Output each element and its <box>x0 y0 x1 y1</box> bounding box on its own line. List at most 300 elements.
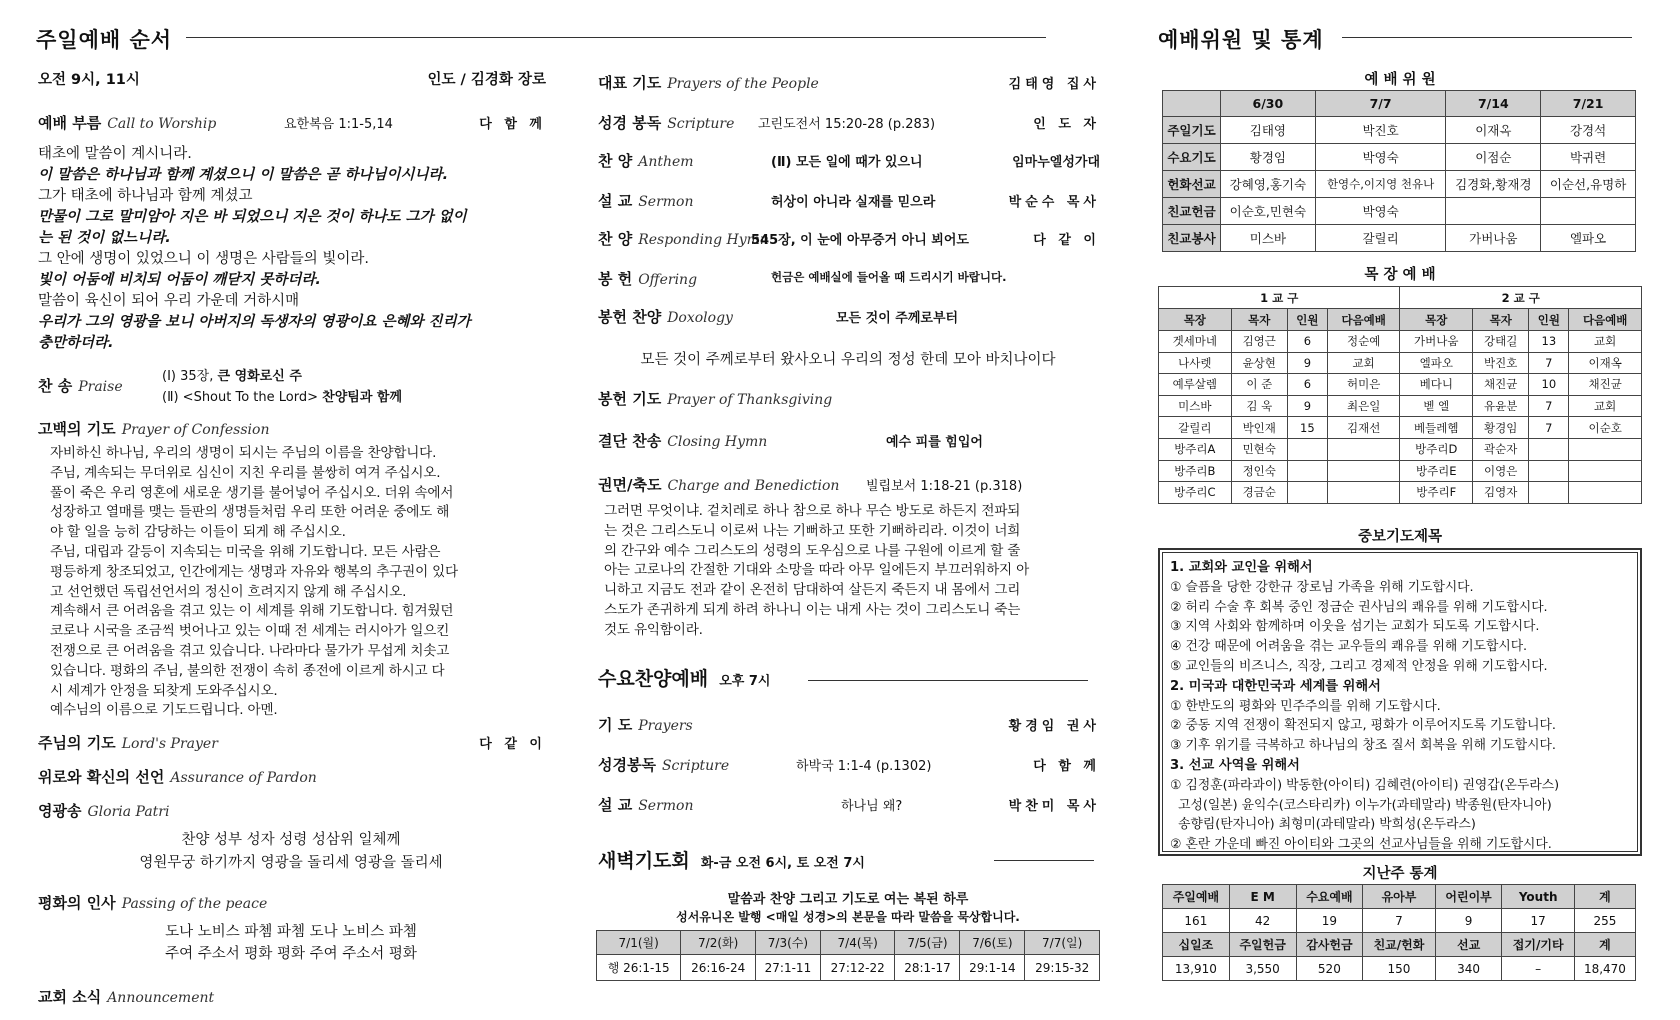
dawn-prayer-heading <box>598 846 865 873</box>
mokjang-cell: 황경임 <box>1473 417 1529 439</box>
mokjang-cell <box>1287 482 1327 504</box>
dawn-time: 화-금 오전 6시, 토 오전 7시 <box>700 856 865 871</box>
committee-role: 친교봉사 <box>1163 225 1221 252</box>
dawn-passage: 29:15-32 <box>1025 955 1100 981</box>
call-who: 다 함 께 <box>479 117 546 132</box>
mokjang-cell: 김재선 <box>1327 417 1400 439</box>
worship-item-detail: (Ⅱ) 모든 일에 때가 있으니 <box>771 155 923 170</box>
worship-item-heading <box>598 268 697 289</box>
doxology-text: 모든 것이 주께로부터 왔사오니 우리의 정성 한데 모아 바치나이다 <box>640 352 1056 368</box>
wednesday-item-person: 박찬미 목사 <box>1008 799 1100 814</box>
committee-and-stats-column <box>1150 0 1650 1020</box>
committee-role: 친교헌금 <box>1163 198 1221 225</box>
confession-prayer-text <box>50 444 550 721</box>
wednesday-item-heading <box>598 714 693 735</box>
committee-row <box>1163 171 1636 198</box>
worship-item-detail: 545장, 이 눈에 아무증거 아니 뵈어도 <box>751 233 969 248</box>
prayer-section-heading: 1. 교회와 교인을 위해서 <box>1170 560 1313 575</box>
stats-value: 150 <box>1363 957 1435 981</box>
mokjang-cell <box>1327 438 1400 460</box>
stats-value: 520 <box>1296 957 1363 981</box>
praise-number: (Ⅰ) 35장, <box>162 369 218 384</box>
dawn-passage: 26:16-24 <box>681 955 756 981</box>
mokjang-cell: 벧 엘 <box>1400 395 1473 417</box>
item-en: Prayers <box>638 718 693 734</box>
stats-value: 3,550 <box>1229 957 1296 981</box>
item-en: Closing Hymn <box>667 434 768 450</box>
mokjang-cell: 7 <box>1529 395 1569 417</box>
mokjang-row <box>1159 417 1642 439</box>
confession-line: 코로나 시국을 조금씩 벗어나고 있는 이때 전 세계는 러시아가 일으킨 <box>50 623 450 640</box>
worship-item-detail: 허상이 아니라 실재를 믿으라 <box>771 195 936 210</box>
gloria-line-2: 영원무궁 하기까지 영광을 돌리세 영광을 돌리세 <box>139 855 443 871</box>
committee-member: 갈릴리 <box>1315 225 1446 252</box>
prayer-section-heading: 3. 선교 사역을 위해서 <box>1170 757 1300 773</box>
item-en: Gloria Patri <box>87 804 170 820</box>
dawn-date: 7/2(화) <box>681 931 756 955</box>
mokjang-cell: 7 <box>1529 352 1569 374</box>
benediction-line: 니하고 지금도 전과 같이 온전히 담대하여 살든지 죽든지 내 몸에서 그리 <box>604 582 1021 599</box>
item-en: Scripture <box>661 758 730 774</box>
committee-date: 7/7 <box>1315 91 1446 117</box>
confession-line: 평등하게 창조되었고, 인간에게는 생명과 자유와 행복의 추구권이 있다 <box>50 563 458 580</box>
stats-label: 감사헌금 <box>1296 933 1363 957</box>
dawn-date: 7/3(수) <box>755 931 820 955</box>
item-ko: 결단 찬송 <box>598 432 662 450</box>
reading-line: 그 안에 생명이 있었으니 이 생명은 사람들의 빛이라. <box>38 251 370 267</box>
committee-member: 김태영 <box>1221 117 1316 144</box>
worship-item-heading <box>598 150 694 171</box>
district-2: 2 교 구 <box>1400 287 1642 309</box>
benediction-ref: 빌립보서 1:18-21 (p.318) <box>866 479 1023 494</box>
committee-member: 박귀련 <box>1541 144 1636 171</box>
benediction-heading <box>598 474 839 495</box>
mokjang-title: 목 장 예 배 <box>1364 267 1436 283</box>
committee-member: 황경임 <box>1221 144 1316 171</box>
mokjang-cell: 김영근 <box>1231 331 1287 353</box>
worship-item-heading <box>598 228 769 249</box>
praise-number: (Ⅱ) <Shout To the Lord> <box>162 390 323 405</box>
order-of-worship-column-2 <box>596 0 1100 1020</box>
praise-title: 찬양팀과 함께 <box>322 390 403 405</box>
mokjang-cell: 정인숙 <box>1231 460 1287 482</box>
mokjang-cell: 채진균 <box>1569 374 1642 396</box>
mokjang-header-row <box>1159 309 1642 331</box>
mokjang-row <box>1159 460 1642 482</box>
reading-line: 태초에 말씀이 계시니라. <box>38 146 192 162</box>
benediction-line: 의 간구와 예수 그리스도의 성령의 도우심으로 나를 구원에 이르게 할 줄 <box>604 542 1021 559</box>
peace-heading <box>38 892 267 913</box>
stats-label: E M <box>1229 885 1296 909</box>
item-en: Passing of the peace <box>121 896 268 912</box>
mokjang-cell: 방주리E <box>1400 460 1473 482</box>
worship-item-heading <box>598 306 733 327</box>
committee-member: 김경화,황재경 <box>1446 171 1541 198</box>
order-of-worship-column <box>36 0 546 1020</box>
stats-value: 17 <box>1502 909 1574 933</box>
praise-heading <box>38 375 123 396</box>
mokjang-cell: 7 <box>1529 417 1569 439</box>
reading-line: 그가 태초에 하나님과 함께 계셨고 <box>38 188 253 204</box>
wednesday-item-heading <box>598 794 694 815</box>
stats-value: 13,910 <box>1163 957 1230 981</box>
stats-value: 42 <box>1229 909 1296 933</box>
mokjang-row <box>1159 438 1642 460</box>
mokjang-col-header: 목장 <box>1159 309 1232 331</box>
dawn-passage: 29:1-14 <box>960 955 1025 981</box>
item-ko: 봉헌 기도 <box>598 390 662 408</box>
service-leader: 인도 / 김경화 장로 <box>427 72 546 88</box>
prayer-item: ③ 기후 위기를 극복하고 하나님의 창조 질서 회복을 위해 기도합시다. <box>1170 738 1556 754</box>
dawn-line-2: 성서유니온 발행 <매일 성경>의 본문을 따라 말씀을 묵상합니다. <box>676 910 1020 924</box>
item-ko: 찬 송 <box>38 377 73 395</box>
wednesday-title: 수요찬양예배 <box>598 668 709 690</box>
item-ko: 봉헌 찬양 <box>598 308 662 326</box>
committee-member: 박진호 <box>1315 117 1446 144</box>
stats-value: – <box>1502 957 1574 981</box>
item-en: Doxology <box>667 310 733 326</box>
call-to-worship-heading <box>38 112 216 133</box>
dawn-rule <box>994 860 1094 861</box>
mokjang-cell: 엘파오 <box>1400 352 1473 374</box>
mokjang-cell: 9 <box>1287 395 1327 417</box>
prayer-title: 중보기도제목 <box>1357 529 1443 545</box>
committee-member: 강경석 <box>1541 117 1636 144</box>
mokjang-col-header: 인원 <box>1287 309 1327 331</box>
closing-hymn-heading <box>598 430 767 451</box>
wednesday-time: 오후 7시 <box>719 674 771 689</box>
dawn-title: 새벽기도회 <box>598 850 690 872</box>
benediction-text <box>604 502 1100 641</box>
confession-heading <box>38 418 269 439</box>
stats-label: 어린이부 <box>1435 885 1502 909</box>
item-en: Prayer of Thanksgiving <box>667 392 833 408</box>
item-ko: 영광송 <box>38 802 82 820</box>
committee-member: 박영숙 <box>1315 198 1446 225</box>
mokjang-row <box>1159 395 1642 417</box>
stats-title: 지난주 통계 <box>1362 866 1438 882</box>
benediction-line: 아는 고로나의 간절한 기대와 소망을 따라 아무 일에든지 부끄러워하지 아 <box>604 562 1030 579</box>
wednesday-item-person: 황경임 권사 <box>1008 719 1100 734</box>
prayer-item: ④ 건강 때문에 어려움을 겪는 교우들의 쾌유를 위해 기도합시다. <box>1170 639 1528 655</box>
worship-item-person: 인 도 자 <box>1033 117 1100 132</box>
mokjang-cell: 방주리F <box>1400 482 1473 504</box>
mokjang-cell <box>1569 482 1642 504</box>
stats-label: 접기/기타 <box>1502 933 1574 957</box>
item-en: Scripture <box>667 116 735 132</box>
mokjang-cell: 최은일 <box>1327 395 1400 417</box>
reading-line: 말씀이 육신이 되어 우리 가운데 거하시매 <box>38 293 300 309</box>
mokjang-cell: 김영자 <box>1473 482 1529 504</box>
dawn-date: 7/5(금) <box>895 931 960 955</box>
dawn-line-1: 말씀과 찬양 그리고 기도로 여는 복된 하루 <box>727 892 969 907</box>
prayer-item: 고성(일본) 윤익수(코스타리카) 이누가(과테말라) 박종원(탄자니아) <box>1170 797 1552 813</box>
committee-table <box>1162 90 1636 252</box>
mokjang-cell <box>1529 438 1569 460</box>
item-en: Sermon <box>638 798 694 814</box>
stats-value: 161 <box>1163 909 1230 933</box>
mokjang-cell: 강태길 <box>1473 331 1529 353</box>
mokjang-cell: 박진호 <box>1473 352 1529 374</box>
stats-value: 18,470 <box>1574 957 1635 981</box>
item-ko: 기 도 <box>598 716 633 734</box>
prayer-item: ② 허리 수술 후 회복 중인 정금순 권사님의 쾌유를 위해 기도합시다. <box>1170 599 1548 615</box>
item-ko: 대표 기도 <box>598 74 662 92</box>
stats-label: Youth <box>1502 885 1574 909</box>
prayer-section-heading: 2. 미국과 대한민국과 세계를 위해서 <box>1170 678 1381 694</box>
item-ko: 주님의 기도 <box>38 734 116 752</box>
confession-line: 자비하신 하나님, 우리의 생명이 되시는 주님의 이름을 찬양합니다. <box>50 445 437 461</box>
service-time: 오전 9시, 11시 <box>38 72 140 88</box>
mokjang-cell: 윤상현 <box>1231 352 1287 374</box>
item-en: Praise <box>78 379 123 395</box>
benediction-line: 스도가 존귀하게 되게 하려 하나니 이는 내게 사는 것이 그리스도니 죽는 <box>604 601 1021 618</box>
prayer-item: 송향림(탄자니아) 최형미(과테말라) 박희성(온두라스) <box>1170 817 1476 833</box>
mokjang-cell: 이순호 <box>1569 417 1642 439</box>
wednesday-item-detail: 하박국 1:1-4 (p.1302) <box>796 759 932 774</box>
reading-line: 빛이 어둠에 비치되 어둠이 깨닫지 못하더라. <box>38 272 321 288</box>
mokjang-col-header: 목자 <box>1231 309 1287 331</box>
committee-row <box>1163 144 1636 171</box>
mokjang-cell: 미스바 <box>1159 395 1232 417</box>
committee-member: 이점순 <box>1446 144 1541 171</box>
mokjang-cell: 예루살렘 <box>1159 374 1232 396</box>
stats-label: 선교 <box>1435 933 1502 957</box>
prayer-item: ① 슬픔을 당한 강한규 장로님 가족을 위해 기도합시다. <box>1170 579 1474 595</box>
stats-header-row <box>1163 933 1636 957</box>
mokjang-cell <box>1287 460 1327 482</box>
item-ko: 교회 소식 <box>38 988 102 1006</box>
item-en: Assurance of Pardon <box>170 770 317 786</box>
stats-value-row <box>1163 909 1636 933</box>
wednesday-item-heading <box>598 754 729 775</box>
confession-line: 전쟁으로 큰 어려움을 겪고 있습니다. 나라마다 물가가 무섭게 치솟고 <box>50 642 450 659</box>
title-rule <box>1342 37 1632 38</box>
mokjang-table <box>1158 286 1642 504</box>
stats-value: 255 <box>1574 909 1635 933</box>
mokjang-cell: 갈릴리 <box>1159 417 1232 439</box>
committee-member: 한영수,이지영 천유나 <box>1315 171 1446 198</box>
item-en: Call to Worship <box>107 116 217 132</box>
wednesday-service-heading <box>598 664 770 691</box>
wednesday-item-person: 다 함 께 <box>1033 759 1100 774</box>
item-ko: 찬 양 <box>598 230 633 248</box>
praise-title: 큰 영화로신 주 <box>217 369 302 384</box>
mokjang-cell: 민현숙 <box>1231 438 1287 460</box>
committee-row <box>1163 225 1636 252</box>
committee-date: 7/14 <box>1446 91 1541 117</box>
section-title: 예배위원 및 통계 <box>1158 28 1324 52</box>
item-ko: 고백의 기도 <box>38 420 116 438</box>
prayer-item: ② 혼란 가운데 빠진 아이티와 그곳의 선교사님들을 위해 기도합시다. <box>1170 837 1552 853</box>
announcement-heading <box>38 986 214 1007</box>
stats-value: 340 <box>1435 957 1502 981</box>
committee-date: 6/30 <box>1221 91 1316 117</box>
worship-item-heading <box>598 112 734 133</box>
stats-label: 주일헌금 <box>1229 933 1296 957</box>
committee-role: 주일기도 <box>1163 117 1221 144</box>
assurance-heading <box>38 766 317 787</box>
item-ko: 권면/축도 <box>598 476 662 494</box>
closing-hymn-title: 예수 피를 힘입어 <box>886 435 983 450</box>
lords-prayer-heading <box>38 732 218 753</box>
mokjang-col-header: 목장 <box>1400 309 1473 331</box>
mokjang-row <box>1159 331 1642 353</box>
mokjang-cell: 나사렛 <box>1159 352 1232 374</box>
prayer-item: ① 한반도의 평화와 민주주의를 위해 기도합시다. <box>1170 698 1441 714</box>
mokjang-cell: 방주리B <box>1159 460 1232 482</box>
reading-line: 는 된 것이 없느니라. <box>38 230 171 246</box>
stats-value-row <box>1163 957 1636 981</box>
prayer-item: ② 중동 지역 전쟁이 확전되지 않고, 평화가 이루어지도록 기도합니다. <box>1170 718 1556 734</box>
mokjang-col-header: 다음예배 <box>1569 309 1642 331</box>
mokjang-cell: 6 <box>1287 331 1327 353</box>
mokjang-cell <box>1327 460 1400 482</box>
committee-date: 7/21 <box>1541 91 1636 117</box>
mokjang-cell: 가버나움 <box>1400 331 1473 353</box>
mokjang-cell: 정순예 <box>1327 331 1400 353</box>
benediction-line: 것도 유익함이라. <box>604 621 703 638</box>
mokjang-cell <box>1287 438 1327 460</box>
worship-item-person: 임마누엘성가대 <box>1012 155 1100 170</box>
item-en: Prayer of Confession <box>121 422 270 438</box>
committee-member: 강혜영,홍기숙 <box>1221 171 1316 198</box>
worship-item-detail: 헌금은 예배실에 들어올 때 드리시기 바랍니다. <box>771 270 1007 284</box>
committee-member: 이순선,유명하 <box>1541 171 1636 198</box>
wednesday-item-detail: 하나님 왜? <box>841 799 903 814</box>
mokjang-cell: 방주리D <box>1400 438 1473 460</box>
mokjang-cell <box>1327 482 1400 504</box>
mokjang-cell: 박인재 <box>1231 417 1287 439</box>
mokjang-cell <box>1529 482 1569 504</box>
confession-line: 성장하고 열매를 맺는 들판의 생명들처럼 우리 또한 어려운 중에도 해 <box>50 504 450 521</box>
dawn-header-row <box>597 931 1100 955</box>
mokjang-cell: 이 준 <box>1231 374 1287 396</box>
prayer-item: ③ 지역 사회와 함께하며 이웃을 섬기는 교회가 되도록 기도합시다. <box>1170 619 1540 635</box>
stats-value: 9 <box>1435 909 1502 933</box>
item-en: Prayers of the People <box>667 76 819 92</box>
mokjang-col-header: 목자 <box>1473 309 1529 331</box>
worship-item-detail: 고린도전서 15:20-28 (p.283) <box>758 117 936 132</box>
mokjang-cell: 교회 <box>1569 331 1642 353</box>
worship-item-heading <box>598 72 819 93</box>
district-row <box>1159 287 1642 309</box>
dawn-passage: 행 26:1-15 <box>597 955 681 981</box>
worship-item-person: 박순수 목사 <box>1008 195 1100 210</box>
committee-member: 이순호,민현숙 <box>1221 198 1316 225</box>
confession-line: 주님, 계속되는 무더위로 심신이 지친 우리를 불쌍히 여겨 주십시오. <box>50 464 441 481</box>
committee-member <box>1446 198 1541 225</box>
committee-member: 가버나움 <box>1446 225 1541 252</box>
call-responsive-reading <box>38 144 548 354</box>
peace-line-1: 도나 노비스 파쳄 파쳄 도나 노비스 파쳄 <box>165 924 417 940</box>
section-title: 주일예배 순서 <box>36 28 173 52</box>
dawn-passage: 27:1-11 <box>755 955 820 981</box>
committee-member: 엘파오 <box>1541 225 1636 252</box>
stats-label: 계 <box>1574 933 1635 957</box>
mokjang-cell: 10 <box>1529 374 1569 396</box>
committee-header-row <box>1163 91 1636 117</box>
confession-line: 예수님의 이름으로 기도드립니다. 아멘. <box>50 702 278 719</box>
committee-role: 수요기도 <box>1163 144 1221 171</box>
dawn-passage: 27:12-22 <box>820 955 895 981</box>
mokjang-cell: 채진균 <box>1473 374 1529 396</box>
mokjang-cell: 베들레헴 <box>1400 417 1473 439</box>
mokjang-cell: 겟세마네 <box>1159 331 1232 353</box>
peace-line-2: 주여 주소서 평화 평화 주여 주소서 평화 <box>165 946 417 962</box>
mokjang-cell: 9 <box>1287 352 1327 374</box>
committee-member <box>1541 198 1636 225</box>
item-en: Sermon <box>638 194 694 210</box>
dawn-reading-table <box>596 930 1100 981</box>
mokjang-cell: 방주리A <box>1159 438 1232 460</box>
confession-line: 풀이 죽은 우리 영혼에 새로운 생기를 불어넣어 주십시오. 더위 속에서 <box>50 484 454 501</box>
mokjang-cell: 6 <box>1287 374 1327 396</box>
committee-row <box>1163 117 1636 144</box>
worship-item-detail: 모든 것이 주께로부터 <box>836 311 959 326</box>
district-1: 1 교 구 <box>1159 287 1400 309</box>
committee-member: 이재옥 <box>1446 117 1541 144</box>
confession-line: 주님, 대립과 갈등이 지속되는 미국을 위해 기도합니다. 모든 사람은 <box>50 543 441 560</box>
mokjang-cell: 이재옥 <box>1569 352 1642 374</box>
worship-item-heading <box>598 190 694 211</box>
item-en: Announcement <box>107 990 215 1006</box>
reading-line: 만물이 그로 말미암아 지은 바 되었으니 지은 것이 하나도 그가 없이 <box>38 209 467 225</box>
confession-line: 야 할 일을 능히 감당하는 이들이 되게 해 주십시오. <box>50 524 346 541</box>
item-ko: 예배 부름 <box>38 114 102 132</box>
mokjang-cell: 김 욱 <box>1231 395 1287 417</box>
reading-line: 충만하더라. <box>38 335 114 351</box>
praise-line-1 <box>162 365 302 384</box>
wednesday-rule <box>808 680 1088 681</box>
mokjang-row <box>1159 482 1642 504</box>
mokjang-cell: 교회 <box>1569 395 1642 417</box>
mokjang-row <box>1159 352 1642 374</box>
mokjang-cell <box>1569 438 1642 460</box>
confession-line: 있습니다. 평화의 주님, 불의한 전쟁이 속히 종전에 이르게 하시고 다 <box>50 662 445 679</box>
stats-table <box>1162 884 1636 981</box>
thanksgiving-heading <box>598 388 832 409</box>
item-en: Charge and Benediction <box>667 478 840 494</box>
mokjang-cell: 유윤분 <box>1473 395 1529 417</box>
mokjang-cell: 13 <box>1529 331 1569 353</box>
mokjang-col-header: 인원 <box>1529 309 1569 331</box>
mokjang-cell <box>1529 460 1569 482</box>
dawn-date: 7/4(목) <box>820 931 895 955</box>
mokjang-cell: 15 <box>1287 417 1327 439</box>
worship-item-person: 다 같 이 <box>1033 233 1100 248</box>
call-ref: 요한복음 1:1-5,14 <box>284 117 393 132</box>
praise-line-2 <box>162 386 402 405</box>
benediction-line: 그러면 무엇이냐. 겉치레로 하나 참으로 하나 무슨 방도로 하든지 전파되 <box>604 503 1021 519</box>
item-ko: 봉 헌 <box>598 270 633 288</box>
item-ko: 평화의 인사 <box>38 894 116 912</box>
mokjang-cell: 이영은 <box>1473 460 1529 482</box>
stats-label: 계 <box>1574 885 1635 909</box>
confession-line: 시 세계가 안정을 되찾게 도와주십시오. <box>50 682 278 699</box>
mokjang-cell <box>1569 460 1642 482</box>
item-ko: 찬 양 <box>598 152 633 170</box>
item-ko: 위로와 확신의 선언 <box>38 768 165 786</box>
gloria-heading <box>38 800 169 821</box>
confession-line: 고 선언했던 독립선언서의 정신이 흐려지지 않게 해 주십시오. <box>50 583 407 600</box>
mokjang-cell: 교회 <box>1327 352 1400 374</box>
committee-date <box>1163 91 1221 117</box>
committee-role: 헌화선교 <box>1163 171 1221 198</box>
item-en: Responding Hymn <box>638 232 769 248</box>
item-en: Anthem <box>638 154 694 170</box>
mokjang-col-header: 다음예배 <box>1327 309 1400 331</box>
